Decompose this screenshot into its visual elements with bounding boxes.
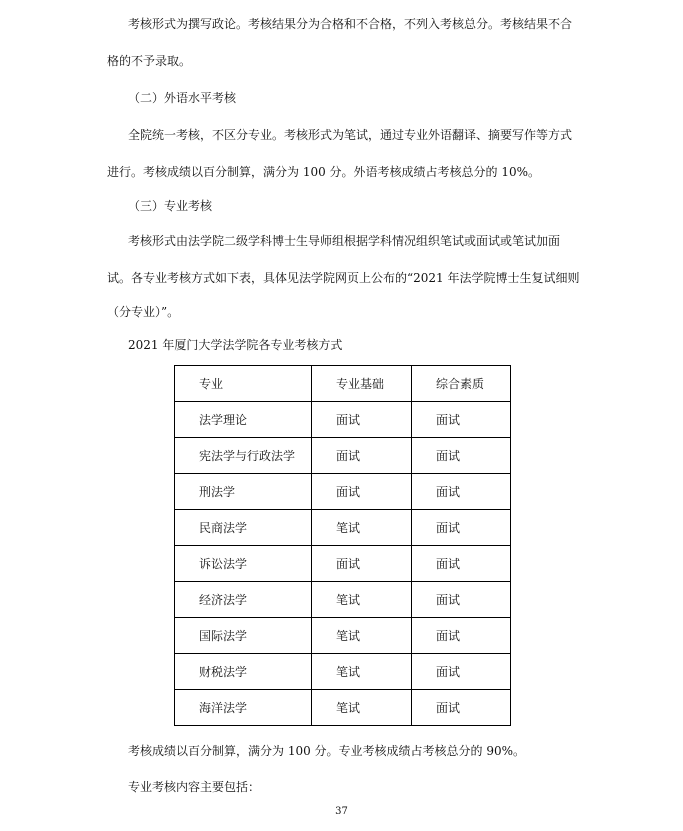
paragraph-after-table-line-1: 考核成绩以百分制算，满分为 100 分。专业考核成绩占考核总分的 90%。 bbox=[128, 744, 526, 758]
header-overall-quality: 综合素质 bbox=[412, 366, 511, 402]
cell-major: 诉讼法学 bbox=[175, 546, 312, 582]
cell-professional-basics: 笔试 bbox=[312, 510, 412, 546]
table-header-row bbox=[175, 366, 511, 402]
cell-major: 民商法学 bbox=[175, 510, 312, 546]
page-number: 37 bbox=[335, 806, 348, 817]
table-row bbox=[175, 618, 511, 654]
paragraph-1-line-2: 格的不予录取。 bbox=[107, 54, 192, 68]
cell-major: 国际法学 bbox=[175, 618, 312, 654]
paragraph-2-line-2: 进行。考核成绩以百分制算，满分为 100 分。外语考核成绩占考核总分的 10%。 bbox=[107, 165, 541, 179]
cell-professional-basics: 笔试 bbox=[312, 690, 412, 726]
table-row bbox=[175, 510, 511, 546]
paragraph-1-line-1: 考核形式为撰写政论。考核结果分为合格和不合格，不列入考核总分。考核结果不合 bbox=[128, 17, 573, 31]
paragraph-2-line-1: 全院统一考核，不区分专业。考核形式为笔试，通过专业外语翻译、摘要写作等方式 bbox=[128, 128, 573, 142]
section-heading-foreign-language: （二）外语水平考核 bbox=[128, 91, 237, 105]
cell-professional-basics: 面试 bbox=[312, 546, 412, 582]
cell-overall-quality: 面试 bbox=[412, 402, 511, 438]
cell-overall-quality: 面试 bbox=[412, 582, 511, 618]
cell-professional-basics: 笔试 bbox=[312, 654, 412, 690]
cell-professional-basics: 笔试 bbox=[312, 618, 412, 654]
cell-overall-quality: 面试 bbox=[412, 510, 511, 546]
paragraph-3-line-1: 考核形式由法学院二级学科博士生导师组根据学科情况组织笔试或面试或笔试加面 bbox=[128, 234, 561, 248]
table-row bbox=[175, 438, 511, 474]
table-row bbox=[175, 402, 511, 438]
cell-major: 经济法学 bbox=[175, 582, 312, 618]
cell-major: 财税法学 bbox=[175, 654, 312, 690]
cell-overall-quality: 面试 bbox=[412, 546, 511, 582]
cell-major: 宪法学与行政法学 bbox=[175, 438, 312, 474]
cell-major: 海洋法学 bbox=[175, 690, 312, 726]
paragraph-after-table-line-2: 专业考核内容主要包括： bbox=[128, 780, 261, 794]
paragraph-3-line-3: （分专业）”。 bbox=[107, 305, 180, 319]
table-row bbox=[175, 474, 511, 510]
table-row bbox=[175, 690, 511, 726]
section-heading-professional: （三）专业考核 bbox=[128, 199, 213, 213]
cell-overall-quality: 面试 bbox=[412, 618, 511, 654]
cell-major: 法学理论 bbox=[175, 402, 312, 438]
table-row bbox=[175, 582, 511, 618]
cell-overall-quality: 面试 bbox=[412, 438, 511, 474]
cell-overall-quality: 面试 bbox=[412, 690, 511, 726]
cell-professional-basics: 面试 bbox=[312, 474, 412, 510]
cell-professional-basics: 面试 bbox=[312, 402, 412, 438]
table-row bbox=[175, 654, 511, 690]
paragraph-3-line-2: 试。各专业考核方式如下表，具体见法学院网页上公布的“2021 年法学院博士生复试细则 bbox=[107, 271, 580, 285]
cell-overall-quality: 面试 bbox=[412, 654, 511, 690]
cell-professional-basics: 笔试 bbox=[312, 582, 412, 618]
header-major: 专业 bbox=[175, 366, 312, 402]
cell-overall-quality: 面试 bbox=[412, 474, 511, 510]
assessment-table bbox=[174, 365, 511, 726]
header-professional-basics: 专业基础 bbox=[312, 366, 412, 402]
table-row bbox=[175, 546, 511, 582]
table-caption: 2021 年厦门大学法学院各专业考核方式 bbox=[128, 338, 343, 352]
cell-major: 刑法学 bbox=[175, 474, 312, 510]
cell-professional-basics: 面试 bbox=[312, 438, 412, 474]
